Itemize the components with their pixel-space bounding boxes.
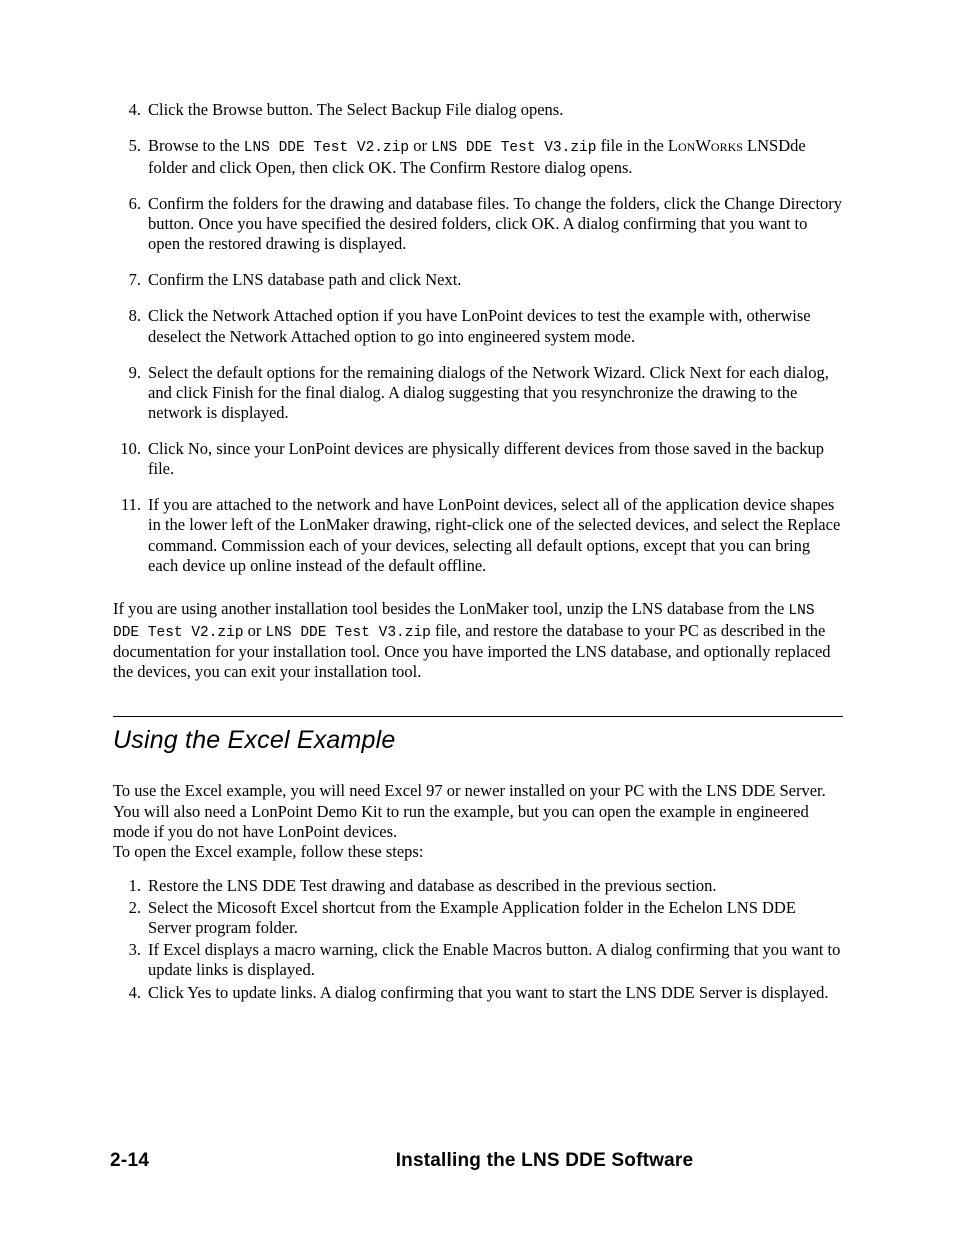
list-item-text: Click Yes to update links. A dialog confirming that you want to start the LNS DDE Server is displayed. (148, 982, 829, 1002)
closing-paragraph-prefix: If you are using another installation tool besides the LonMaker tool, unzip the LNS database from the (113, 598, 789, 618)
list-item (113, 136, 843, 178)
list-item (113, 194, 843, 254)
list-item-text: If you are attached to the network and have LonPoint devices, select all of the application device shapes in the lower left of the LonMaker drawing, right-click one of the selected devices, and select the Replace command. Commission each of your devices, selecting all default options, except that you can bring each device up online instead of the default offline. (148, 495, 841, 575)
list-item-number: 10. (120, 439, 141, 459)
list-item (113, 100, 843, 120)
list-item-text: Click No, since your LonPoint devices are physically different devices from those saved in the backup file. (148, 439, 825, 479)
page-content (113, 100, 843, 1005)
list-item-number: 4. (128, 100, 141, 119)
list-item-text: Select the Micosoft Excel shortcut from the Example Application folder in the Echelon LNS DDE Server program folder. (148, 898, 796, 938)
page-number: 2-14 (110, 1150, 150, 1171)
page-footer (0, 1150, 954, 1190)
list-item-text: Select the default options for the remaining dialogs of the Network Wizard. Click Next for each dialog, and click Finish for the final dialog. A dialog suggesting that you resynchronize the drawing to the network is displayed. (148, 362, 829, 422)
list-item-number: 9. (128, 362, 141, 382)
list-item-number: 5. (128, 136, 141, 156)
lonworks-trademark: LonWorks (667, 136, 743, 156)
list-item (113, 270, 843, 290)
list-item (113, 495, 843, 576)
list-item-text: Click the Network Attached option if you have LonPoint devices to test the example with, otherwise deselect the Network Attached option to go into engineered system mode. (148, 306, 811, 346)
list-item (113, 983, 843, 1003)
list-item-text: Restore the LNS DDE Test drawing and database as described in the previous section. (148, 875, 717, 895)
list-item (113, 876, 843, 896)
list-item-number: 2. (128, 898, 141, 918)
list-item-text: Click the Browse button. The Select Backup File dialog opens. (148, 100, 564, 119)
procedure-list-top (113, 100, 843, 576)
section-heading: Using the Excel Example (113, 726, 396, 755)
list-item-number: 7. (128, 270, 141, 290)
list-item-number: 11. (120, 495, 141, 515)
section-intro-paragraph: To use the Excel example, you will need Excel 97 or newer installed on your PC with the LNS DDE Server. You will also need a LonPoint Demo Kit to run the example, but you can open the example in engineered mode if you do not have LonPoint devices. (113, 781, 826, 841)
list-item-number: 1. (128, 875, 141, 895)
list-item (113, 439, 843, 479)
list-item (113, 363, 843, 423)
list-item-text: Confirm the LNS database path and click Next. (148, 270, 462, 290)
closing-paragraph-mid: or (243, 620, 266, 640)
list-item-number: 3. (128, 940, 141, 960)
list-item-text-prefix: Browse to the (148, 136, 244, 156)
section-intro-paragraph-2: To open the Excel example, follow these steps: (113, 841, 424, 861)
list-item (113, 306, 843, 346)
filename-code: LNS DDE Test V3.zip (431, 140, 597, 157)
list-item-number: 8. (128, 306, 141, 326)
filename-code: LNS DDE Test V2.zip (113, 602, 815, 641)
list-item (113, 940, 843, 980)
closing-paragraph-suffix: file, and restore the database to your PC as described in the documentation for your installation tool. Once you have imported the LNS database, and optionally replaced the devices, you can exit your installation tool. (113, 620, 831, 682)
list-item-number: 4. (128, 982, 141, 1002)
list-item-text-mid: or (409, 136, 432, 156)
list-item (113, 898, 843, 938)
closing-paragraph (113, 599, 843, 683)
procedure-list-excel (113, 876, 843, 1003)
footer-title: Installing the LNS DDE Software (395, 1150, 694, 1171)
list-item-number: 6. (128, 193, 141, 213)
list-item-text-suffix: file in the LonWorks LNSDde folder and click Open, then click OK. The Confirm Restore dialog opens. (148, 136, 806, 177)
list-item-text: If Excel displays a macro warning, click the Enable Macros button. A dialog confirming that you want to update links is displayed. (148, 940, 841, 980)
filename-code: LNS DDE Test V3.zip (265, 624, 431, 641)
filename-code: LNS DDE Test V2.zip (243, 140, 410, 157)
list-item-text: Confirm the folders for the drawing and database files. To change the folders, click the Change Directory button. Once you have specified the desired folders, click OK. A dialog confirming that you want to open the restored drawing is displayed. (148, 193, 843, 254)
